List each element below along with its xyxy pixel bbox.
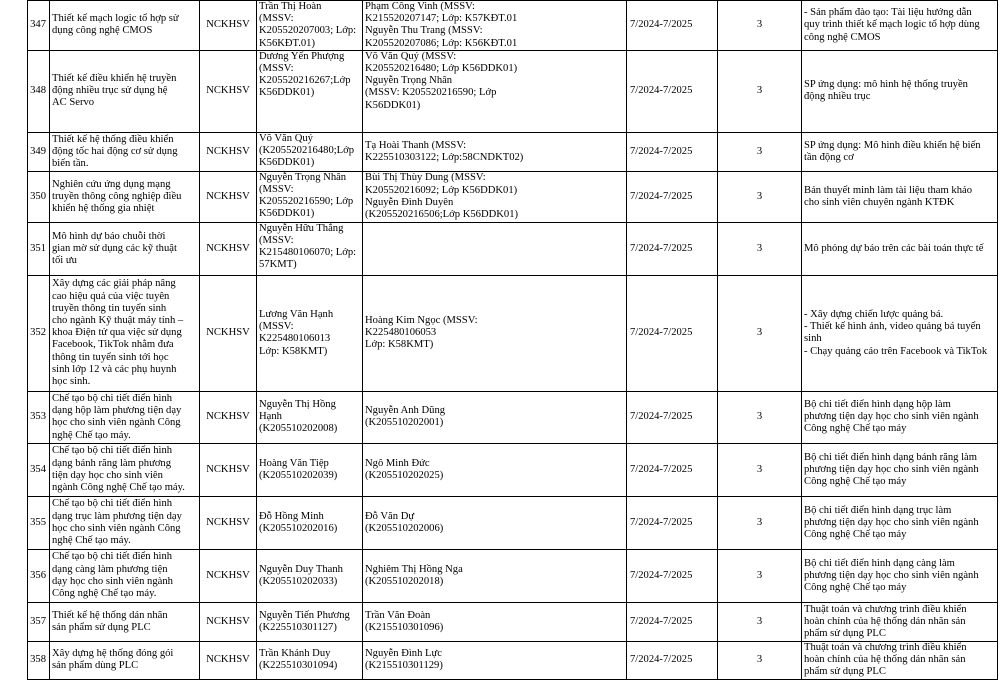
table-row xyxy=(28,602,998,641)
member-students xyxy=(363,222,627,275)
table-row xyxy=(28,275,998,391)
project-title: Chế tạo bộ chi tiết điển hình dạng hộp làm phương tiện dạy học cho sinh viên ngành Công nghệ Chế tạo máy. xyxy=(50,391,200,443)
project-table xyxy=(27,0,998,680)
project-type: NCKHSV xyxy=(200,1,257,51)
project-period: 7/2024-7/2025 xyxy=(627,549,718,602)
row-number: 357 xyxy=(28,602,50,641)
project-type: NCKHSV xyxy=(200,50,257,132)
student-count: 3 xyxy=(718,275,802,391)
student-count: 3 xyxy=(718,496,802,549)
project-title: Mô hình dự báo chuỗi thời gian mờ sử dụng các kỹ thuật tối ưu xyxy=(50,222,200,275)
lead-student: Nguyễn Tiến Phương (K225510301127) xyxy=(257,602,363,641)
lead-student: Nguyễn Duy Thanh (K205510202033) xyxy=(257,549,363,602)
project-type: NCKHSV xyxy=(200,275,257,391)
member-students: Phạm Công Vinh (MSSV: K215520207147; Lớp: K57KĐT.01 Nguyễn Thu Trang (MSSV: K205520207086; Lớp: K56KĐT.01 xyxy=(363,1,627,51)
project-type: NCKHSV xyxy=(200,641,257,679)
project-period: 7/2024-7/2025 xyxy=(627,132,718,171)
project-type: NCKHSV xyxy=(200,171,257,222)
table-row xyxy=(28,641,998,679)
lead-student: Nguyễn Hữu Thắng (MSSV: K215480106070; Lớp: 57KMT) xyxy=(257,222,363,275)
lead-student: Trần Khánh Duy (K225510301094) xyxy=(257,641,363,679)
project-period: 7/2024-7/2025 xyxy=(627,443,718,496)
expected-result: Thuật toán và chương trình điều khiển hoàn chỉnh của hệ thống dán nhãn sản phẩm sử dụng PLC xyxy=(802,641,998,679)
table-row xyxy=(28,222,998,275)
project-period: 7/2024-7/2025 xyxy=(627,1,718,51)
project-title: Nghiên cứu ứng dụng mạng truyền thông công nghiệp điều khiển hệ thống gia nhiệt xyxy=(50,171,200,222)
member-students: Nguyễn Anh Dũng (K205510202001) xyxy=(363,391,627,443)
lead-student: Dương Yến Phượng (MSSV: K205520216267;Lớp K56DDK01) xyxy=(257,50,363,132)
project-title: Chế tạo bộ chi tiết điển hình dạng trục làm phương tiện dạy học cho sinh viên ngành Công nghệ Chế tạo máy. xyxy=(50,496,200,549)
project-period: 7/2024-7/2025 xyxy=(627,222,718,275)
lead-student: Đỗ Hồng Minh (K205510202016) xyxy=(257,496,363,549)
student-count: 3 xyxy=(718,222,802,275)
table-row xyxy=(28,171,998,222)
student-count: 3 xyxy=(718,443,802,496)
table-row xyxy=(28,1,998,51)
member-students: Ngô Minh Đức (K205510202025) xyxy=(363,443,627,496)
row-number: 355 xyxy=(28,496,50,549)
project-type: NCKHSV xyxy=(200,222,257,275)
expected-result: Bộ chi tiết điển hình dạng bánh răng làm phương tiện dạy học cho sinh viên ngành Công nghệ Chế tạo máy xyxy=(802,443,998,496)
student-count: 3 xyxy=(718,641,802,679)
row-number: 349 xyxy=(28,132,50,171)
student-count: 3 xyxy=(718,602,802,641)
project-period: 7/2024-7/2025 xyxy=(627,391,718,443)
member-students: Hoàng Kim Ngọc (MSSV: K225480106053 Lớp: K58KMT) xyxy=(363,275,627,391)
member-students: Võ Văn Quý (MSSV: K205520216480; Lớp K56DDK01) Nguyễn Trọng Nhân (MSSV: K205520216590; Lớp K56DDK01) xyxy=(363,50,627,132)
student-count: 3 xyxy=(718,50,802,132)
table-row xyxy=(28,132,998,171)
student-count: 3 xyxy=(718,391,802,443)
project-type: NCKHSV xyxy=(200,391,257,443)
project-period: 7/2024-7/2025 xyxy=(627,275,718,391)
expected-result: Bộ chi tiết điển hình dạng càng làm phương tiện dạy học cho sinh viên ngành Công nghệ Chế tạo máy xyxy=(802,549,998,602)
project-period: 7/2024-7/2025 xyxy=(627,171,718,222)
expected-result: Bộ chi tiết điển hình dạng hộp làm phương tiện dạy học cho sinh viên ngành Công nghệ Chế tạo máy xyxy=(802,391,998,443)
project-title: Xây dựng các giải pháp nâng cao hiệu quả của việc tuyên truyền thông tin tuyển sinh cho ngành Kỹ thuật máy tính – khoa Điện tử qua việc sử dụng Facebook, TikTok nhằm đưa thông tin tuyển sinh tới học sinh lớp 12 và các phụ huynh học sinh. xyxy=(50,275,200,391)
project-title: Thiết kế mạch logic tổ hợp sử dụng công nghệ CMOS xyxy=(50,1,200,51)
member-students: Trần Văn Đoàn (K215510301096) xyxy=(363,602,627,641)
row-number: 353 xyxy=(28,391,50,443)
row-number: 358 xyxy=(28,641,50,679)
table-row xyxy=(28,496,998,549)
project-title: Thiết kế hệ thống điều khiển động tốc hai động cơ sử dụng biến tần. xyxy=(50,132,200,171)
member-students: Nghiêm Thị Hồng Nga (K205510202018) xyxy=(363,549,627,602)
lead-student: Võ Văn Quý (K205520216480;Lớp K56DDK01) xyxy=(257,132,363,171)
lead-student: Nguyễn Trọng Nhân (MSSV: K205520216590; Lớp K56DDK01) xyxy=(257,171,363,222)
project-period: 7/2024-7/2025 xyxy=(627,50,718,132)
row-number: 348 xyxy=(28,50,50,132)
project-period: 7/2024-7/2025 xyxy=(627,496,718,549)
expected-result: SP ứng dụng: Mô hình điều khiển hệ biến tần động cơ xyxy=(802,132,998,171)
lead-student: Hoàng Văn Tiệp (K205510202039) xyxy=(257,443,363,496)
row-number: 356 xyxy=(28,549,50,602)
member-students: Bùi Thị Thùy Dung (MSSV: K205520216092; Lớp K56DDK01) Nguyễn Đình Duyên (K205520216506;Lớp K56DDK01) xyxy=(363,171,627,222)
lead-student: Trần Thị Hoàn (MSSV: K205520207003; Lớp: K56KĐT.01) xyxy=(257,1,363,51)
project-title: Chế tạo bộ chi tiết điển hình dạng càng làm phương tiện dạy học cho sinh viên ngành Công nghệ Chế tạo máy. xyxy=(50,549,200,602)
expected-result: SP ứng dụng: mô hình hệ thống truyền động nhiều trục xyxy=(802,50,998,132)
expected-result: Mô phỏng dự báo trên các bài toán thực tế xyxy=(802,222,998,275)
project-title: Thiết kế hệ thống dán nhãn sản phẩm sử dụng PLC xyxy=(50,602,200,641)
project-title: Thiết kế điều khiển hệ truyền động nhiều trục sử dụng hệ AC Servo xyxy=(50,50,200,132)
table-row xyxy=(28,50,998,132)
project-type: NCKHSV xyxy=(200,132,257,171)
expected-result: - Xây dựng chiến lược quảng bá. - Thiết kế hình ảnh, video quảng bá tuyển sinh - Chạy quảng cáo trên Facebook và TikTok xyxy=(802,275,998,391)
project-title: Xây dựng hệ thống đóng gói sản phẩm dùng PLC xyxy=(50,641,200,679)
table-row xyxy=(28,549,998,602)
student-count: 3 xyxy=(718,171,802,222)
project-type: NCKHSV xyxy=(200,496,257,549)
lead-student: Lương Văn Hạnh (MSSV: K225480106013 Lớp: K58KMT) xyxy=(257,275,363,391)
project-period: 7/2024-7/2025 xyxy=(627,641,718,679)
row-number: 351 xyxy=(28,222,50,275)
expected-result: - Sản phẩm đào tạo: Tài liệu hướng dẫn quy trình thiết kế mạch logic tổ hợp dùng công nghệ CMOS xyxy=(802,1,998,51)
student-count: 3 xyxy=(718,132,802,171)
table-row xyxy=(28,391,998,443)
student-count: 3 xyxy=(718,1,802,51)
expected-result: Bộ chi tiết điển hình dạng trục làm phương tiện dạy học cho sinh viên ngành Công nghệ Chế tạo máy xyxy=(802,496,998,549)
student-count: 3 xyxy=(718,549,802,602)
row-number: 347 xyxy=(28,1,50,51)
project-type: NCKHSV xyxy=(200,602,257,641)
project-table-body xyxy=(28,1,998,680)
project-type: NCKHSV xyxy=(200,549,257,602)
lead-student: Nguyễn Thị Hồng Hạnh (K205510202008) xyxy=(257,391,363,443)
row-number: 350 xyxy=(28,171,50,222)
expected-result: Thuật toán và chương trình điều khiển hoàn chỉnh của hệ thống dán nhãn sản phẩm sử dụng PLC xyxy=(802,602,998,641)
member-students: Đỗ Văn Dự (K205510202006) xyxy=(363,496,627,549)
expected-result: Bản thuyết minh làm tài liệu tham khảo cho sinh viên chuyên ngành KTĐK xyxy=(802,171,998,222)
project-period: 7/2024-7/2025 xyxy=(627,602,718,641)
member-students: Nguyễn Đình Lực (K215510301129) xyxy=(363,641,627,679)
project-type: NCKHSV xyxy=(200,443,257,496)
table-row xyxy=(28,443,998,496)
row-number: 354 xyxy=(28,443,50,496)
row-number: 352 xyxy=(28,275,50,391)
project-title: Chế tạo bộ chi tiết điển hình dạng bánh răng làm phương tiện dạy học cho sinh viên ngành Công nghệ Chế tạo máy. xyxy=(50,443,200,496)
member-students: Tạ Hoài Thanh (MSSV: K225510303122; Lớp:58CNDKT02) xyxy=(363,132,627,171)
